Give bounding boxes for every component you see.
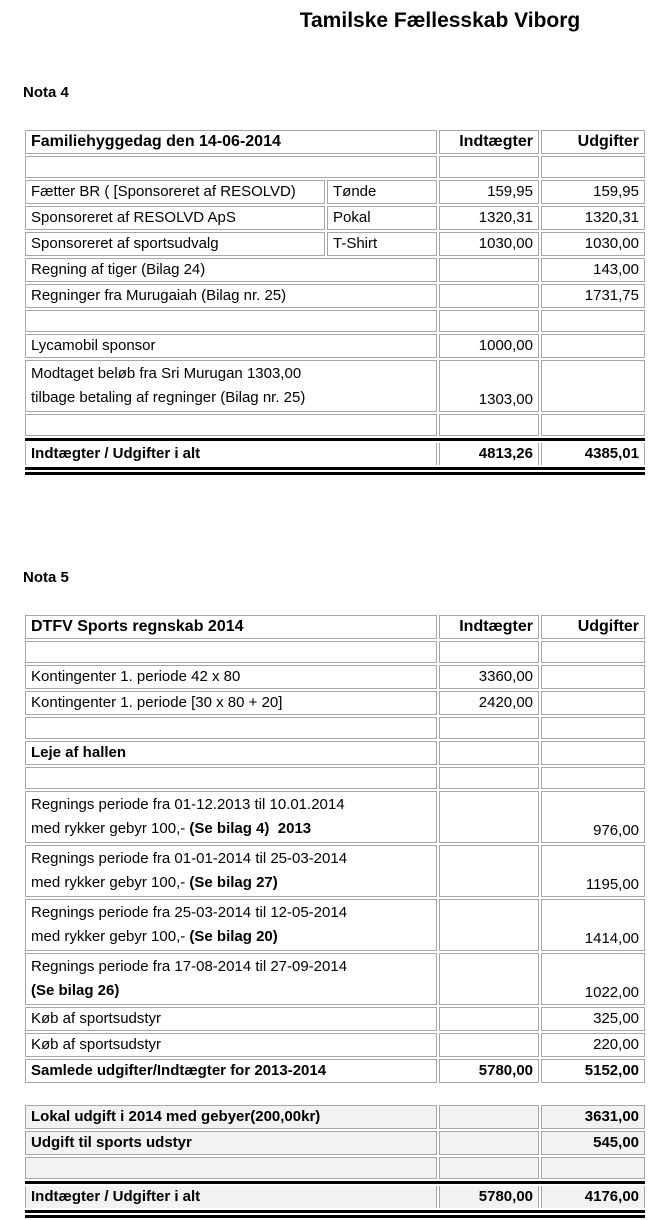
table-row [25,1181,645,1184]
indtaegter-value [439,953,539,1005]
indtaegter-value: 3360,00 [439,665,539,689]
total-label: Indtægter / Udgifter i alt [25,443,437,465]
indtaegter-value [439,641,539,663]
table-row [25,180,645,204]
udgifter-value: Udgifter [541,615,645,639]
udgifter-value: 325,00 [541,1007,645,1031]
description-cell: Køb af sportsudstyr [25,1033,437,1057]
indtaegter-value [439,310,539,332]
table-row [25,284,645,308]
page-title: Tamilske Fællesskab Viborg [299,9,581,32]
description-cell: Køb af sportsudstyr [25,1007,437,1031]
table-row [25,1105,645,1129]
udgifter-value: 4176,00 [541,1186,645,1208]
table-row [25,206,645,230]
table-row [25,334,645,358]
udgifter-value: 159,95 [541,180,645,204]
table-row [25,1085,645,1103]
text-segment: med rykker gebyr 100,- [31,820,190,837]
total-label: Indtægter / Udgifter i alt [25,1186,437,1208]
udgifter-value [541,767,645,789]
indtaegter-value [439,1157,539,1179]
table-row [25,641,645,663]
table-row [25,791,645,843]
udgifter-value: 545,00 [541,1131,645,1155]
description-cell [25,845,437,897]
table-row [25,130,645,154]
table-row [25,156,645,178]
empty-cell [25,1157,437,1179]
thick-rule [25,1181,645,1184]
text-segment: tilbage betaling af regninger (Bilag nr. 25) [31,389,306,406]
udgifter-value: 220,00 [541,1033,645,1057]
indtaegter-value: 159,95 [439,180,539,204]
table-row [25,615,645,639]
table-row [25,467,645,475]
double-rule [25,1210,645,1218]
indtaegter-value [439,899,539,951]
empty-cell [25,717,437,739]
udgifter-value: 1731,75 [541,284,645,308]
table-row [25,717,645,739]
table-row [25,258,645,282]
description-cell: Kontingenter 1. periode 42 x 80 [25,665,437,689]
description-cell: Sponsoreret af RESOLVD ApS [25,206,325,230]
udgifter-value [541,414,645,436]
udgifter-value: Udgifter [541,130,645,154]
table-row [25,438,645,441]
description-cell: Lokal udgift i 2014 med gebyer(200,00kr) [25,1105,437,1129]
udgifter-value [541,156,645,178]
indtaegter-value [439,258,539,282]
text-segment: (Se bilag 27) [189,874,278,891]
indtaegter-value [439,845,539,897]
text-segment: (Se bilag 20) [189,928,278,945]
text-segment: (Se bilag 4) 2013 [189,820,312,837]
indtaegter-value: Indtægter [439,615,539,639]
table-row [25,953,645,1005]
text-segment: Regnings periode fra 25-03-2014 til 12-05-2014 [31,904,348,921]
description-cell [25,791,437,843]
indtaegter-value [439,414,539,436]
indtaegter-value [439,284,539,308]
nota-5-label: Nota 5 [23,569,69,586]
description-cell: Leje af hallen [25,741,437,765]
udgifter-value [541,641,645,663]
udgifter-value: 1320,31 [541,206,645,230]
text-segment: med rykker gebyr 100,- [31,928,190,945]
indtaegter-value [439,791,539,843]
table-row [25,443,645,465]
indtaegter-value: Indtægter [439,130,539,154]
indtaegter-value [439,1105,539,1129]
udgifter-value: 1022,00 [541,953,645,1005]
table-row [25,414,645,436]
udgifter-value [541,691,645,715]
udgifter-value: 5152,00 [541,1059,645,1083]
udgifter-value [541,717,645,739]
description-cell [25,360,437,412]
udgifter-value [541,1157,645,1179]
item-cell: Pokal [327,206,437,230]
description-cell: Regning af tiger (Bilag 24) [25,258,437,282]
indtaegter-value [439,717,539,739]
text-segment: Regnings periode fra 01-12.2013 til 10.01.2014 [31,796,345,813]
indtaegter-value: 1030,00 [439,232,539,256]
indtaegter-value: 1303,00 [439,360,539,412]
empty-cell [25,641,437,663]
table-row [25,1007,645,1031]
double-rule [25,467,645,475]
description-cell: Regninger fra Murugaiah (Bilag nr. 25) [25,284,437,308]
table-row [25,360,645,412]
text-segment: med rykker gebyr 100,- [31,874,190,891]
description-cell [25,953,437,1005]
item-cell: Tønde [327,180,437,204]
indtaegter-value: 5780,00 [439,1186,539,1208]
udgifter-value: 1195,00 [541,845,645,897]
description-cell: Fætter BR ( [Sponsoreret af RESOLVD) [25,180,325,204]
indtaegter-value [439,1033,539,1057]
udgifter-value: 143,00 [541,258,645,282]
indtaegter-value [439,1131,539,1155]
header-label: Familiehyggedag den 14-06-2014 [25,130,437,154]
empty-cell [25,156,437,178]
table-row [25,899,645,951]
udgifter-value: 3631,00 [541,1105,645,1129]
table-row [25,310,645,332]
familiehyggedag-table [23,128,647,477]
description-cell: Samlede udgifter/Indtægter for 2013-2014 [25,1059,437,1083]
table-row [25,665,645,689]
text-segment: Modtaget beløb fra Sri Murugan 1303,00 [31,365,302,382]
indtaegter-value: 1000,00 [439,334,539,358]
table-row [25,1186,645,1208]
indtaegter-value: 2420,00 [439,691,539,715]
indtaegter-value [439,1007,539,1031]
thick-rule [25,438,645,441]
udgifter-value [541,334,645,358]
table-row [25,1059,645,1083]
description-cell: Lycamobil sponsor [25,334,437,358]
dtfv-sports-table [23,613,647,1220]
udgifter-value [541,741,645,765]
header-label: DTFV Sports regnskab 2014 [25,615,437,639]
text-segment: Regnings periode fra 17-08-2014 til 27-09-2014 [31,958,348,975]
description-cell: Sponsoreret af sportsudvalg [25,232,325,256]
table-row [25,1210,645,1218]
udgifter-value [541,310,645,332]
udgifter-value [541,360,645,412]
nota-4-label: Nota 4 [23,84,69,101]
table-row [25,1131,645,1155]
indtaegter-value: 5780,00 [439,1059,539,1083]
indtaegter-value [439,767,539,789]
table-row [25,741,645,765]
empty-cell [25,414,437,436]
description-cell [25,899,437,951]
table-row [25,232,645,256]
udgifter-value: 1030,00 [541,232,645,256]
description-cell: Kontingenter 1. periode [30 x 80 + 20] [25,691,437,715]
text-segment: (Se bilag 26) [31,982,120,999]
description-cell: Udgift til sports udstyr [25,1131,437,1155]
indtaegter-value: 4813,26 [439,443,539,465]
table-row [25,1033,645,1057]
table-row [25,767,645,789]
section-gap [25,1085,645,1103]
indtaegter-value [439,741,539,765]
udgifter-value: 1414,00 [541,899,645,951]
item-cell: T-Shirt [327,232,437,256]
table-row [25,691,645,715]
udgifter-value: 976,00 [541,791,645,843]
indtaegter-value [439,156,539,178]
text-segment: Regnings periode fra 01-01-2014 til 25-03-2014 [31,850,348,867]
empty-cell [25,310,437,332]
empty-cell [25,767,437,789]
table-row [25,1157,645,1179]
indtaegter-value: 1320,31 [439,206,539,230]
udgifter-value [541,665,645,689]
udgifter-value: 4385,01 [541,443,645,465]
table-row [25,845,645,897]
